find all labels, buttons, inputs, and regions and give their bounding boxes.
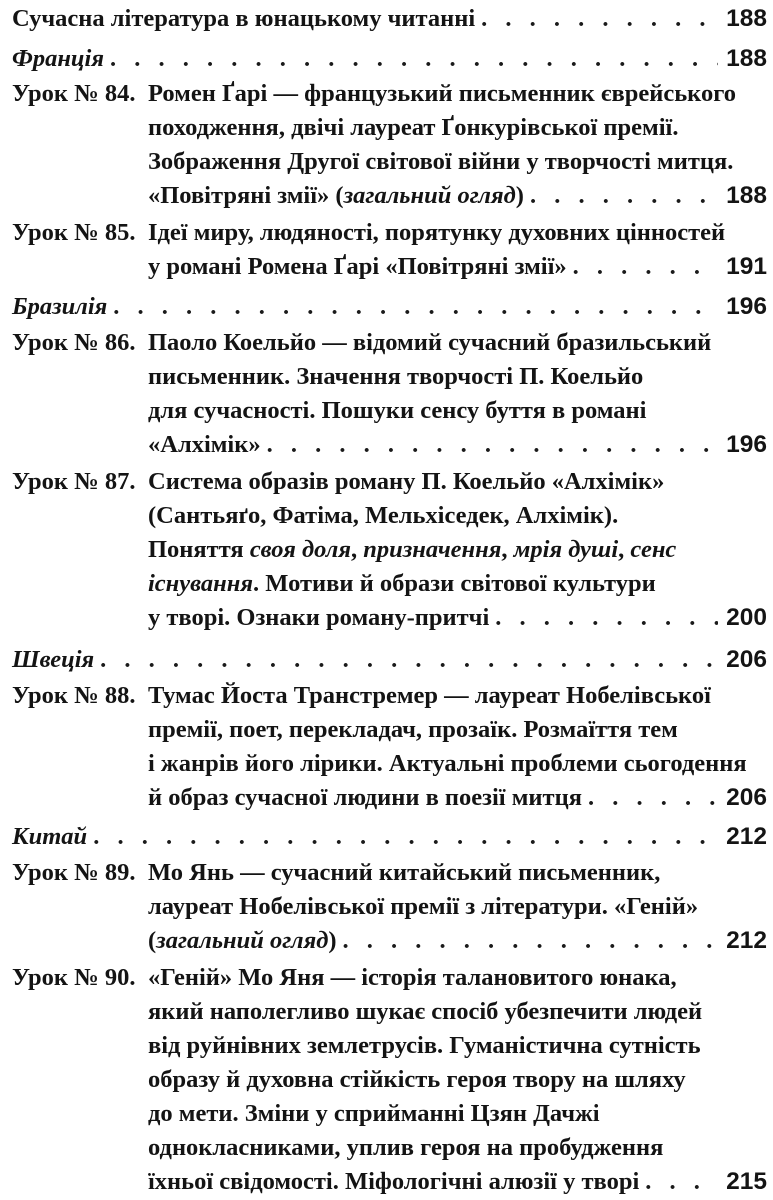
entry-line xyxy=(0,856,773,890)
lesson-text: й образ сучасної людини в поезії митця xyxy=(148,784,582,811)
page-number: 215 xyxy=(726,1168,767,1195)
italic-text: призначення xyxy=(363,536,502,563)
entry-last-line xyxy=(0,1165,773,1199)
entry-line xyxy=(0,533,773,567)
lesson-text: і жанрів його лірики. Актуальні проблеми сьогодення xyxy=(148,750,747,777)
section-heading xyxy=(0,290,773,324)
dot-leader xyxy=(475,2,718,36)
lesson-text: лауреат Нобелівської премії з літератури. «Геній» xyxy=(148,893,699,920)
section-country: Швеція xyxy=(12,646,95,673)
entry-line xyxy=(0,77,773,111)
lesson-text xyxy=(148,567,773,601)
lesson-text xyxy=(148,533,773,567)
italic-text: сенс xyxy=(630,536,677,563)
lesson-text: Мо Янь — сучасний китайський письменник, xyxy=(148,859,661,886)
text-part: «Повітряні змії» ( xyxy=(148,182,344,209)
entry-line xyxy=(0,360,773,394)
entry-last-line xyxy=(0,601,773,635)
dot-leader xyxy=(489,601,718,635)
entry-line xyxy=(0,961,773,995)
lesson-text: письменник. Значення творчості П. Коельйо xyxy=(148,363,644,390)
entry-line xyxy=(0,145,773,179)
lesson-text: премії, поет, перекладач, прозаїк. Розмаїття тем xyxy=(148,716,678,743)
page-number: 200 xyxy=(726,604,767,631)
lesson-text: у романі Ромена Ґарі «Повітряні змії» xyxy=(148,253,567,280)
dot-leader xyxy=(524,179,718,213)
dot-leader xyxy=(104,42,718,76)
lesson-text: Зображення Другої світової війни у творчості митця. xyxy=(148,148,734,175)
text-part: , xyxy=(618,536,631,563)
text-part: ( xyxy=(148,927,157,954)
lesson-text: Ідеї миру, людяності, порятунку духовних цінностей xyxy=(148,219,726,246)
entry-line xyxy=(0,499,773,533)
entry-line xyxy=(0,1063,773,1097)
text-part: ) xyxy=(515,182,524,209)
lesson-text: Тумас Йоста Транстремер — лауреат Нобелівської xyxy=(148,682,711,709)
entry-last-line xyxy=(0,781,773,815)
entry-line xyxy=(0,394,773,428)
lesson-text: у творі. Ознаки роману-притчі xyxy=(148,604,490,631)
dot-leader xyxy=(337,924,719,958)
section-heading xyxy=(0,820,773,854)
text-part: . Мотиви й образи світової культури xyxy=(253,570,656,597)
text-part: Поняття xyxy=(148,536,250,563)
lesson-text: походження, двічі лауреат Ґонкурівської премії. xyxy=(148,114,679,141)
lesson-number: Урок № 89. xyxy=(12,859,136,886)
entry-line xyxy=(0,747,773,781)
lesson-text: до мети. Зміни у сприйманні Цзян Дачжі xyxy=(148,1100,600,1127)
lesson-text xyxy=(148,924,337,958)
dot-leader xyxy=(567,250,718,284)
entry-last-line xyxy=(0,179,773,213)
entry-line xyxy=(0,216,773,250)
toc-header xyxy=(0,2,773,36)
entry-line xyxy=(0,326,773,360)
entry-last-line xyxy=(0,428,773,462)
dot-leader xyxy=(582,781,718,815)
entry-line xyxy=(0,465,773,499)
lesson-text: їхньої свідомості. Міфологічні алюзії у творі xyxy=(148,1168,640,1195)
lesson-text: «Алхімік» xyxy=(148,431,261,458)
dot-leader xyxy=(87,820,718,854)
lesson-text: Система образів роману П. Коельйо «Алхімік» xyxy=(148,468,665,495)
entry-line xyxy=(0,1097,773,1131)
page-number: 196 xyxy=(726,293,767,320)
entry-last-line xyxy=(0,924,773,958)
text-part: ) xyxy=(328,927,337,954)
lesson-text: який наполегливо шукає спосіб убезпечити людей xyxy=(148,998,703,1025)
lesson-number: Урок № 87. xyxy=(12,468,136,495)
lesson-text xyxy=(148,179,524,213)
page-number: 188 xyxy=(726,5,767,32)
entry-last-line xyxy=(0,250,773,284)
text-part: , xyxy=(350,536,364,563)
lesson-text: образу й духовна стійкість героя твору на шляху xyxy=(148,1066,686,1093)
section-country: Китай xyxy=(12,823,88,850)
lesson-text: від руйнівних землетрусів. Гуманістична сутність xyxy=(148,1032,701,1059)
text-part: , xyxy=(501,536,514,563)
entry-line xyxy=(0,679,773,713)
dot-leader xyxy=(94,643,718,677)
italic-text: загальний огляд xyxy=(343,182,516,209)
entry-line xyxy=(0,995,773,1029)
lesson-number: Урок № 84. xyxy=(12,80,136,107)
dot-leader xyxy=(107,290,718,324)
page-number: 196 xyxy=(726,431,767,458)
page-number: 206 xyxy=(726,784,767,811)
entry-line xyxy=(0,111,773,145)
page-number: 188 xyxy=(726,45,767,72)
entry-line xyxy=(0,1029,773,1063)
section-heading xyxy=(0,643,773,677)
lesson-text: Паоло Коельйо — відомий сучасний бразильський xyxy=(148,329,712,356)
lesson-text: Ромен Ґарі — французький письменник єврейського xyxy=(148,80,736,107)
page-number: 188 xyxy=(726,182,767,209)
toc-header-title: Сучасна література в юнацькому читанні xyxy=(12,5,476,32)
page-number: 191 xyxy=(726,253,767,280)
section-country: Франція xyxy=(12,45,104,72)
lesson-text: (Сантьяґо, Фатіма, Мельхіседек, Алхімік). xyxy=(148,502,619,529)
dot-leader xyxy=(639,1165,718,1199)
italic-text: загальний огляд xyxy=(156,927,329,954)
lesson-number: Урок № 90. xyxy=(12,964,136,991)
page-number: 206 xyxy=(726,646,767,673)
lesson-text: однокласниками, уплив героя на пробудження xyxy=(148,1134,664,1161)
dot-leader xyxy=(261,428,719,462)
section-heading xyxy=(0,42,773,76)
lesson-text: «Геній» Мо Яня — історія талановитого юнака, xyxy=(148,964,677,991)
italic-text: мрія душі xyxy=(513,536,619,563)
lesson-number: Урок № 88. xyxy=(12,682,136,709)
page-number: 212 xyxy=(726,823,767,850)
entry-line xyxy=(0,713,773,747)
italic-text: існування xyxy=(148,570,254,597)
section-country: Бразилія xyxy=(12,293,108,320)
lesson-number: Урок № 85. xyxy=(12,219,136,246)
entry-line xyxy=(0,1131,773,1165)
italic-text: своя доля xyxy=(249,536,351,563)
entry-line xyxy=(0,567,773,601)
lesson-number: Урок № 86. xyxy=(12,329,136,356)
lesson-text: для сучасності. Пошуки сенсу буття в романі xyxy=(148,397,647,424)
entry-line xyxy=(0,890,773,924)
page-number: 212 xyxy=(726,927,767,954)
